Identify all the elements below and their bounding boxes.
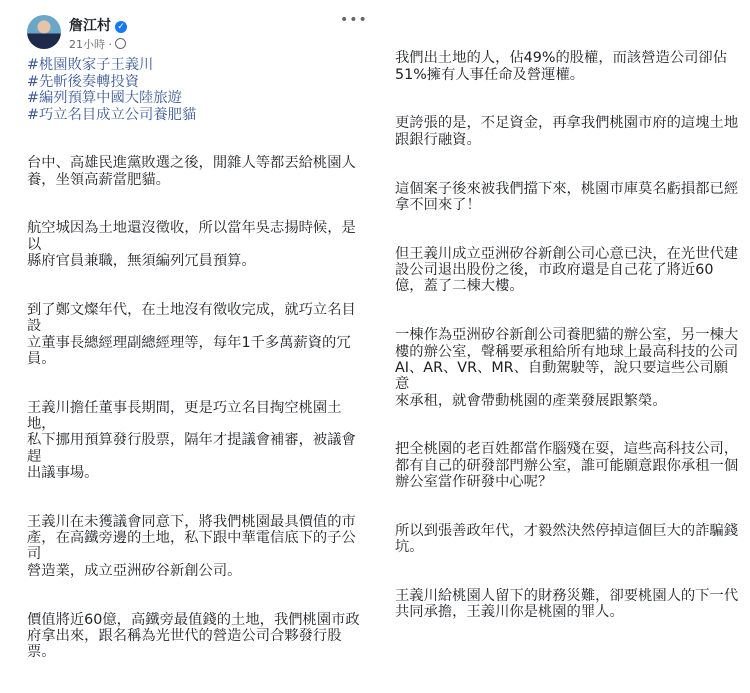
- post-paragraph: 王義川給桃園人留下的財務災難，卻要桃園人的下一代 共同承擔，王義川你是桃園的罪人。: [395, 588, 739, 621]
- post-body-left: [27, 139, 362, 693]
- post-time[interactable]: 21小時: [69, 38, 105, 51]
- author-name-text: 詹江村: [69, 18, 111, 34]
- hashtag-link[interactable]: #桃園敗家子王義川: [27, 57, 154, 73]
- post-paragraph: 這個案子後來被我們擋下來，桃園市庫莫名虧損都已經 拿不回來了！: [395, 180, 739, 213]
- author-avatar[interactable]: [27, 15, 61, 49]
- author-name[interactable]: [69, 15, 127, 35]
- more-options-button[interactable]: •••: [340, 12, 368, 28]
- hashtag-list: [27, 57, 196, 123]
- post-paragraph: 到了鄭文燦年代，在土地沒有徵收完成，就巧立名目設 立董事長總經理副總經理等，每年1千多萬薪資的冗 員。: [27, 301, 356, 367]
- post-paragraph: 把全桃園的老百姓都當作腦殘在耍，這些高科技公司， 都有自己的研發部門辦公室，誰可能願意跟你承租一個 辦公室當作研發中心呢？: [395, 441, 739, 491]
- post-paragraph: 航空城因為土地還沒徵收，所以當年吳志揚時候，是以 縣府官員兼職，無須編列冗員預算。: [27, 220, 356, 270]
- meta-separator: ·: [108, 38, 112, 51]
- post-paragraph: 王義川在未獲議會同意下，將我們桃園最具價值的市 產，在高鐵旁邊的土地，私下跟中華電信底下的子公司 營造業，成立亞洲矽谷新創公司。: [27, 513, 356, 579]
- post-paragraph: 價值將近60億，高鐵旁最值錢的土地，我們桃園市政 府拿出來，跟名稱為光世代的營造公司合夥發行股 票。: [27, 611, 360, 661]
- post-paragraph: 一棟作為亞洲矽谷新創公司養肥貓的辦公室，另一棟大 樓的辦公室，聲稱要承租給所有地球上最高科技的公司 AI、AR、VR、MR、自動駕駛等，說只要這些公司願意 來承租，就會帶動桃園的產業發展跟繁榮。: [395, 327, 739, 409]
- hashtag-link[interactable]: #先斬後奏轉投資: [27, 73, 140, 90]
- post-paragraph: 但王義川成立亞洲矽谷新創公司心意已決，在光世代建 設公司退出股份之後，市政府還是自己花了將近60 億，蓋了二棟大樓。: [395, 245, 739, 295]
- globe-icon: [115, 38, 126, 49]
- post-body-right: [395, 34, 740, 653]
- post-meta: [69, 36, 126, 52]
- hashtag-link[interactable]: #編列預算中國大陸旅遊: [27, 90, 182, 106]
- post-paragraph: 我們出土地的人，佔49%的股權，而該營造公司卻佔 51%擁有人事任命及營運權。: [395, 50, 728, 83]
- post-paragraph: 所以到張善政年代，才毅然決然停掉這個巨大的詐騙錢 坑。: [395, 522, 739, 556]
- post-paragraph: 台中、高雄民進黨敗選之後，閒雜人等都丟給桃園人 養，坐領高薪當肥貓。: [27, 155, 356, 188]
- hashtag-link[interactable]: #巧立名目成立公司養肥貓: [27, 106, 197, 123]
- post-paragraph: 更誇張的是，不足資金，再拿我們桃園市府的這塊土地 跟銀行融資。: [395, 115, 739, 148]
- post-paragraph: 王義川擔任董事長期間，更是巧立名目掏空桃園土地， 私下挪用預算發行股票，隔年才提議會補審，被議會趕 出議事場。: [27, 399, 356, 481]
- verified-badge-icon: ✓: [115, 21, 127, 33]
